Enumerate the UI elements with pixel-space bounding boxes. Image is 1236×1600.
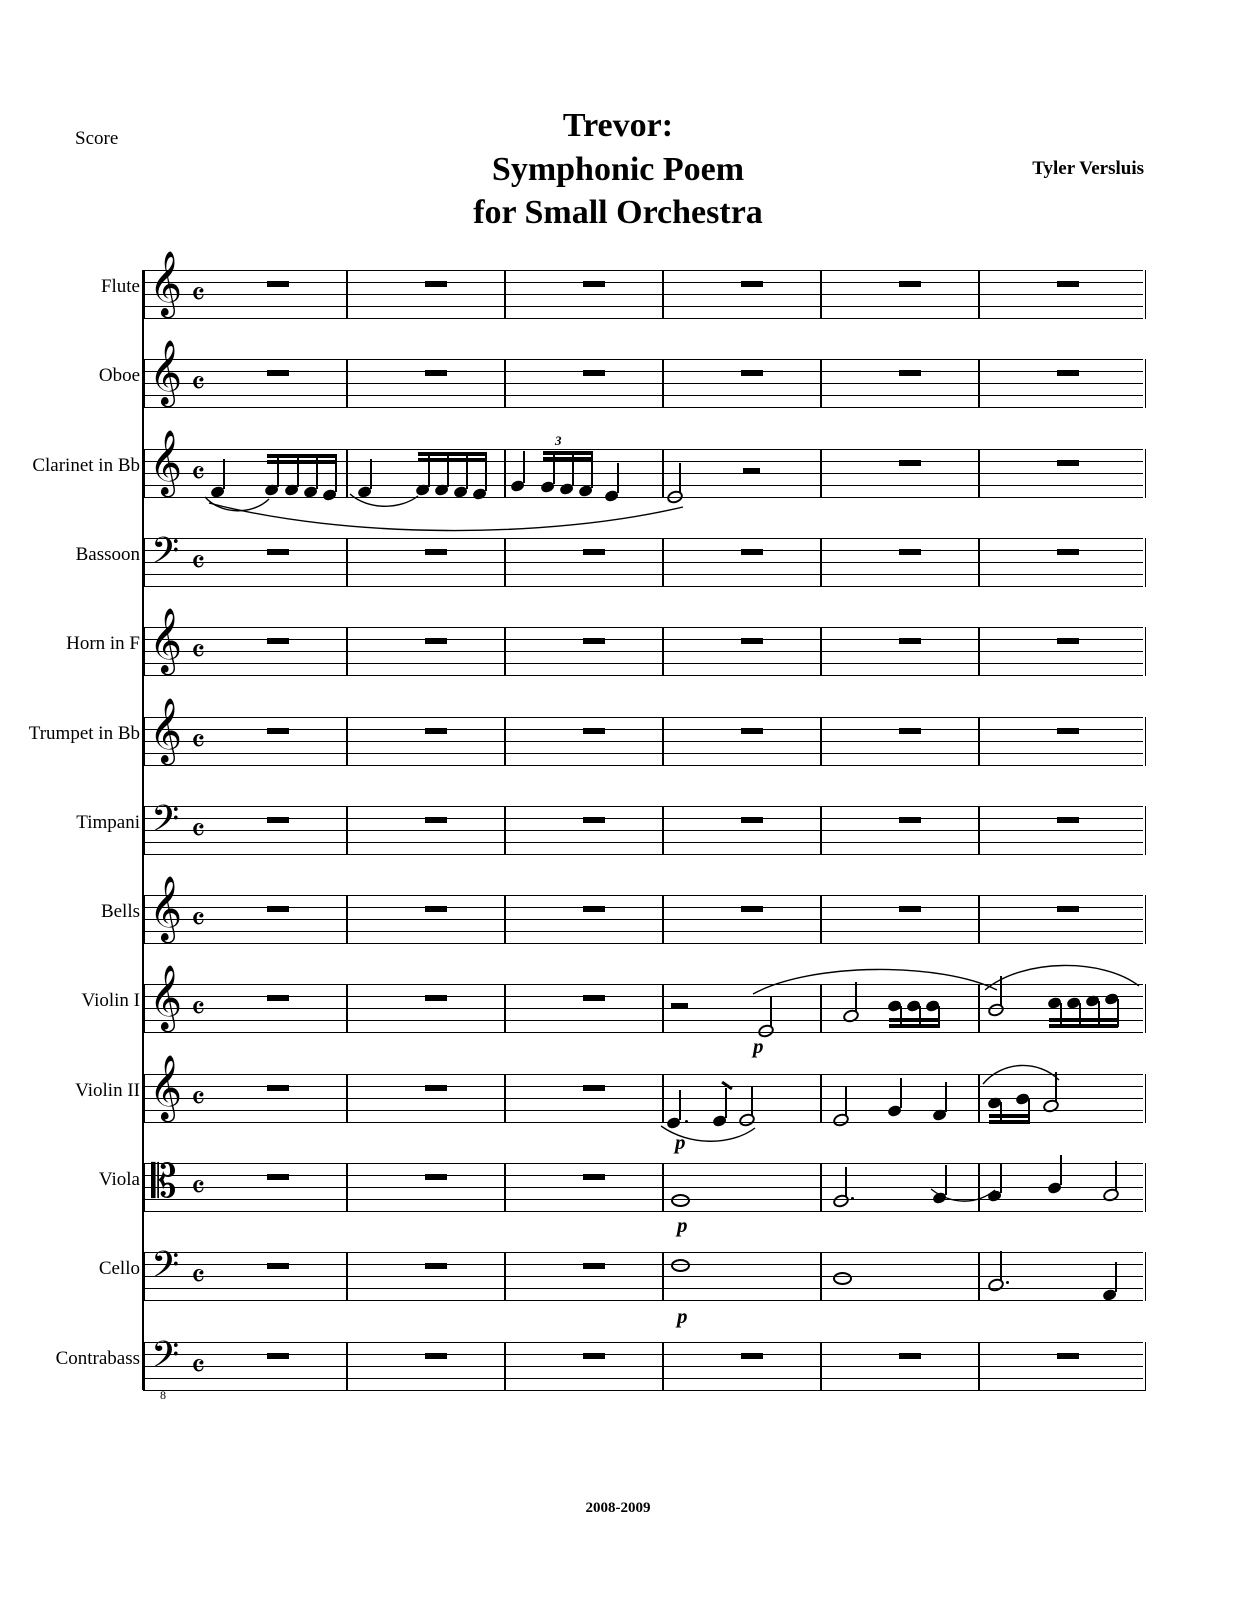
staff-lines-viola xyxy=(143,1154,1146,1237)
title-line-2: Symphonic Poem xyxy=(491,150,745,188)
instrument-label-contrabass: Contrabass xyxy=(55,1348,140,1369)
instrument-label-viola: Viola xyxy=(98,1169,140,1190)
time-signature-common: 𝄴 xyxy=(191,632,206,670)
instrument-label-bassoon: Bassoon xyxy=(75,544,140,565)
slur xyxy=(659,1124,759,1148)
time-signature-common: 𝄴 xyxy=(191,989,206,1027)
instrument-label-bells: Bells xyxy=(100,901,140,922)
tuplet-number: 3 xyxy=(555,433,562,448)
bass-clef-icon: 𝄢 xyxy=(151,1244,180,1295)
slur xyxy=(207,501,687,531)
alto-clef-icon: 𝄡 xyxy=(151,1154,177,1208)
time-signature-common: 𝄴 xyxy=(191,900,206,938)
notehead xyxy=(831,1193,850,1210)
slur xyxy=(983,960,1143,992)
time-signature-common: 𝄴 xyxy=(191,275,206,313)
staff-lines-bells xyxy=(143,876,1146,943)
composer-name: Tyler Versluis xyxy=(1032,158,1144,179)
slur xyxy=(929,1187,999,1207)
staff-lines-bassoon xyxy=(143,530,1146,586)
time-signature-common: 𝄴 xyxy=(191,1168,206,1206)
staff-lines-oboe xyxy=(143,340,1146,407)
treble-clef-icon: 𝄞 xyxy=(149,876,183,941)
title-line-3: for Small Orchestra xyxy=(473,194,763,232)
staff-lines-violin-2 xyxy=(143,1055,1146,1154)
instrument-label-oboe: Oboe xyxy=(98,365,140,386)
notehead xyxy=(671,1194,690,1207)
notehead xyxy=(841,1008,860,1025)
dynamic-marking: p xyxy=(677,1304,688,1328)
time-signature-common: 𝄴 xyxy=(191,454,206,492)
slur xyxy=(751,966,1001,996)
instrument-label-violin-1: Violin I xyxy=(81,990,140,1011)
time-signature-common: 𝄴 xyxy=(191,1347,206,1385)
instrument-label-horn: Horn in F xyxy=(66,633,140,654)
time-signature-common: 𝄴 xyxy=(191,1079,206,1117)
time-signature-common: 𝄴 xyxy=(191,364,206,402)
instrument-label-trumpet: Trumpet in Bb xyxy=(28,723,140,744)
staff-lines-horn xyxy=(143,608,1146,675)
dynamic-marking: p xyxy=(675,1130,686,1154)
bass-clef-icon: 𝄢 xyxy=(151,530,180,581)
staff-lines-contrabass xyxy=(143,1334,1146,1402)
system-right-edge xyxy=(1143,270,1145,1390)
footer-date: 2008-2009 xyxy=(585,1500,651,1516)
title-line-1: Trevor: xyxy=(562,107,674,144)
instrument-label-clarinet: Clarinet in Bb xyxy=(32,455,140,476)
treble-clef-icon: 𝄞 xyxy=(149,251,183,316)
instrument-label-timpani: Timpani xyxy=(76,812,140,833)
instrument-label-violin-2: Violin II xyxy=(75,1080,140,1101)
bass-clef-icon: 𝄢 xyxy=(151,1334,180,1385)
octave-down-indicator: 8 xyxy=(160,1388,166,1402)
notehead xyxy=(1101,1187,1120,1204)
time-signature-common: 𝄴 xyxy=(191,722,206,760)
notehead xyxy=(986,1277,1005,1294)
staff-lines-flute xyxy=(143,251,1146,318)
notehead xyxy=(831,1112,850,1129)
slur xyxy=(348,491,422,511)
notehead xyxy=(1041,1098,1060,1115)
slur xyxy=(981,1060,1061,1086)
bass-clef-icon: 𝄢 xyxy=(151,798,180,849)
treble-clef-icon: 𝄞 xyxy=(149,965,183,1030)
dynamic-marking: p xyxy=(753,1034,764,1058)
staff-lines-violin-1 xyxy=(143,965,1146,1058)
time-signature-common: 𝄴 xyxy=(191,1257,206,1295)
staff-lines-cello xyxy=(143,1244,1146,1328)
treble-clef-icon: 𝄞 xyxy=(149,698,183,763)
dynamic-marking: p xyxy=(677,1213,688,1237)
notehead xyxy=(833,1272,852,1285)
instrument-label-cello: Cello xyxy=(98,1258,140,1279)
staff-lines-clarinet xyxy=(143,430,1146,497)
time-signature-common: 𝄴 xyxy=(191,811,206,849)
notehead xyxy=(671,1259,690,1272)
staff-lines-timpani xyxy=(143,798,1146,854)
notehead xyxy=(986,1002,1005,1019)
staff-lines-trumpet xyxy=(143,698,1146,765)
system-brace xyxy=(142,270,144,1390)
treble-clef-icon: 𝄞 xyxy=(149,430,183,495)
treble-clef-icon: 𝄞 xyxy=(149,340,183,405)
treble-clef-icon: 𝄞 xyxy=(149,608,183,673)
time-signature-common: 𝄴 xyxy=(191,543,206,581)
treble-clef-icon: 𝄞 xyxy=(149,1055,183,1120)
instrument-label-flute: Flute xyxy=(100,276,140,297)
score-type-label: Score xyxy=(75,128,119,149)
